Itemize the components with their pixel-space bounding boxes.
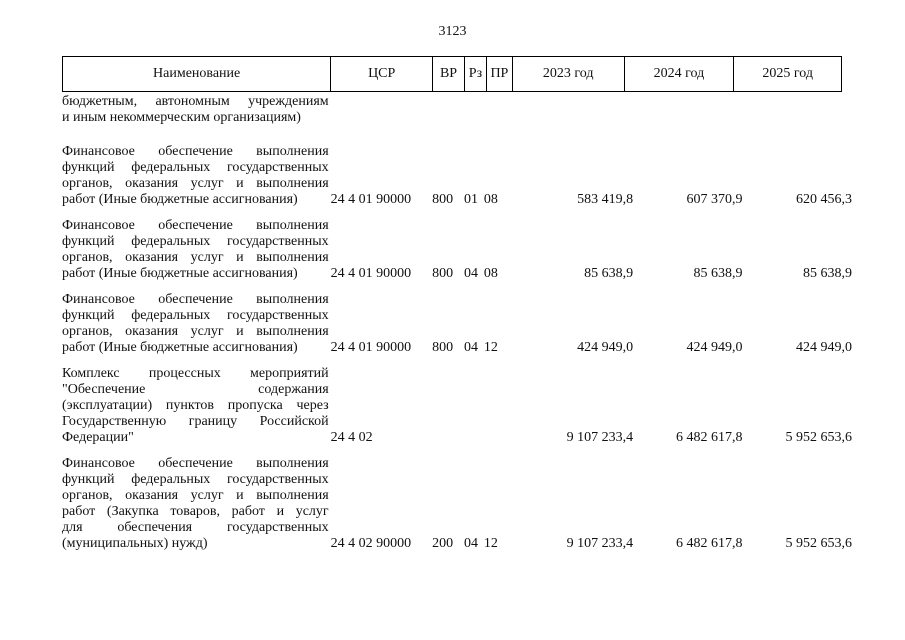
cell-y2025: 5 952 653,6 xyxy=(785,430,852,445)
cell-y2023: 85 638,9 xyxy=(584,266,634,281)
table-row xyxy=(62,456,852,552)
cell-y2023: 424 949,0 xyxy=(577,340,634,355)
row-name xyxy=(62,218,329,282)
cell-y2025: 5 952 653,6 xyxy=(785,536,852,551)
cell-y2024: 6 482 617,8 xyxy=(676,430,743,445)
cell-y2023: 583 419,8 xyxy=(577,192,634,207)
row-name-line: функций федеральных государственных xyxy=(62,472,329,487)
table-row xyxy=(62,94,852,126)
cell-pr: 12 xyxy=(483,536,498,551)
cell-csr: 24 4 02 90000 xyxy=(330,536,412,551)
row-name-line: работ (Иные бюджетные ассигнования) xyxy=(62,340,298,355)
row-name-line: работ (Закупка товаров, работ и услуг xyxy=(62,504,329,519)
cell-vr: 200 xyxy=(432,536,454,551)
cell-vr: 800 xyxy=(432,340,454,355)
row-name-line: для обеспечения государственных xyxy=(62,520,329,535)
cell-y2023: 9 107 233,4 xyxy=(566,430,634,445)
cell-y2024: 6 482 617,8 xyxy=(676,536,743,551)
row-name-line: органов, оказания услуг и выполнения xyxy=(62,488,329,503)
table-row xyxy=(62,292,852,356)
header-pr: ПР xyxy=(486,57,512,91)
cell-y2024: 424 949,0 xyxy=(686,340,743,355)
cell-y2025: 620 456,3 xyxy=(795,192,852,207)
row-name-line: работ (Иные бюджетные ассигнования) xyxy=(62,192,298,207)
row-name-line: функций федеральных государственных xyxy=(62,308,329,323)
row-name xyxy=(62,366,329,446)
row-name-line: Финансовое обеспечение выполнения xyxy=(62,456,329,471)
table-row xyxy=(62,144,852,208)
row-name xyxy=(62,144,329,208)
cell-vr: 800 xyxy=(432,266,454,281)
row-name-line: Комплекс процессных мероприятий xyxy=(62,366,329,381)
cell-rz: 01 xyxy=(463,192,478,207)
row-name-line: Финансовое обеспечение выполнения xyxy=(62,218,329,233)
row-name-line: (эксплуатации) пунктов пропуска через xyxy=(62,398,329,413)
table-row xyxy=(62,366,852,446)
row-name-line: Государственную границу Российской xyxy=(62,414,329,429)
header-2023: 2023 год xyxy=(512,57,624,91)
page-number: 3123 xyxy=(438,24,467,39)
cell-pr: 12 xyxy=(483,340,498,355)
row-name xyxy=(62,94,329,126)
table-body xyxy=(62,94,852,552)
cell-y2024: 607 370,9 xyxy=(686,192,743,207)
row-name xyxy=(62,456,329,552)
cell-vr: 800 xyxy=(432,192,454,207)
row-name xyxy=(62,292,329,356)
cell-csr: 24 4 02 xyxy=(330,430,373,445)
row-name-line: Федерации" xyxy=(62,430,134,445)
row-name-line: Финансовое обеспечение выполнения xyxy=(62,144,329,159)
table-row xyxy=(62,218,852,282)
cell-csr: 24 4 01 90000 xyxy=(330,192,412,207)
header-2025: 2025 год xyxy=(733,57,841,91)
row-name-line: и иным некоммерческим организациям) xyxy=(62,110,301,125)
cell-y2025: 424 949,0 xyxy=(795,340,852,355)
cell-pr: 08 xyxy=(483,192,498,207)
row-name-line: функций федеральных государственных xyxy=(62,160,329,175)
cell-pr: 08 xyxy=(483,266,498,281)
cell-rz: 04 xyxy=(463,536,478,551)
cell-rz: 04 xyxy=(463,340,478,355)
header-vr: ВР xyxy=(432,57,464,91)
header-rz: Рз xyxy=(464,57,486,91)
row-name-line: бюджетным, автономным учреждениям xyxy=(62,94,329,109)
table-header xyxy=(62,56,842,92)
header-name: Наименование xyxy=(153,66,241,81)
cell-rz: 04 xyxy=(463,266,478,281)
header-2024: 2024 год xyxy=(624,57,734,91)
cell-y2023: 9 107 233,4 xyxy=(566,536,634,551)
cell-y2024: 85 638,9 xyxy=(693,266,743,281)
cell-csr: 24 4 01 90000 xyxy=(330,266,412,281)
row-name-line: "Обеспечение содержания xyxy=(62,382,329,397)
cell-csr: 24 4 01 90000 xyxy=(330,340,412,355)
row-name-line: органов, оказания услуг и выполнения xyxy=(62,324,329,339)
row-name-line: Финансовое обеспечение выполнения xyxy=(62,292,329,307)
row-name-line: функций федеральных государственных xyxy=(62,234,329,249)
header-csr: ЦСР xyxy=(330,57,432,91)
cell-y2025: 85 638,9 xyxy=(802,266,852,281)
row-name-line: (муниципальных) нужд) xyxy=(62,536,208,551)
row-name-line: работ (Иные бюджетные ассигнования) xyxy=(62,266,298,281)
row-name-line: органов, оказания услуг и выполнения xyxy=(62,176,329,191)
row-name-line: органов, оказания услуг и выполнения xyxy=(62,250,329,265)
